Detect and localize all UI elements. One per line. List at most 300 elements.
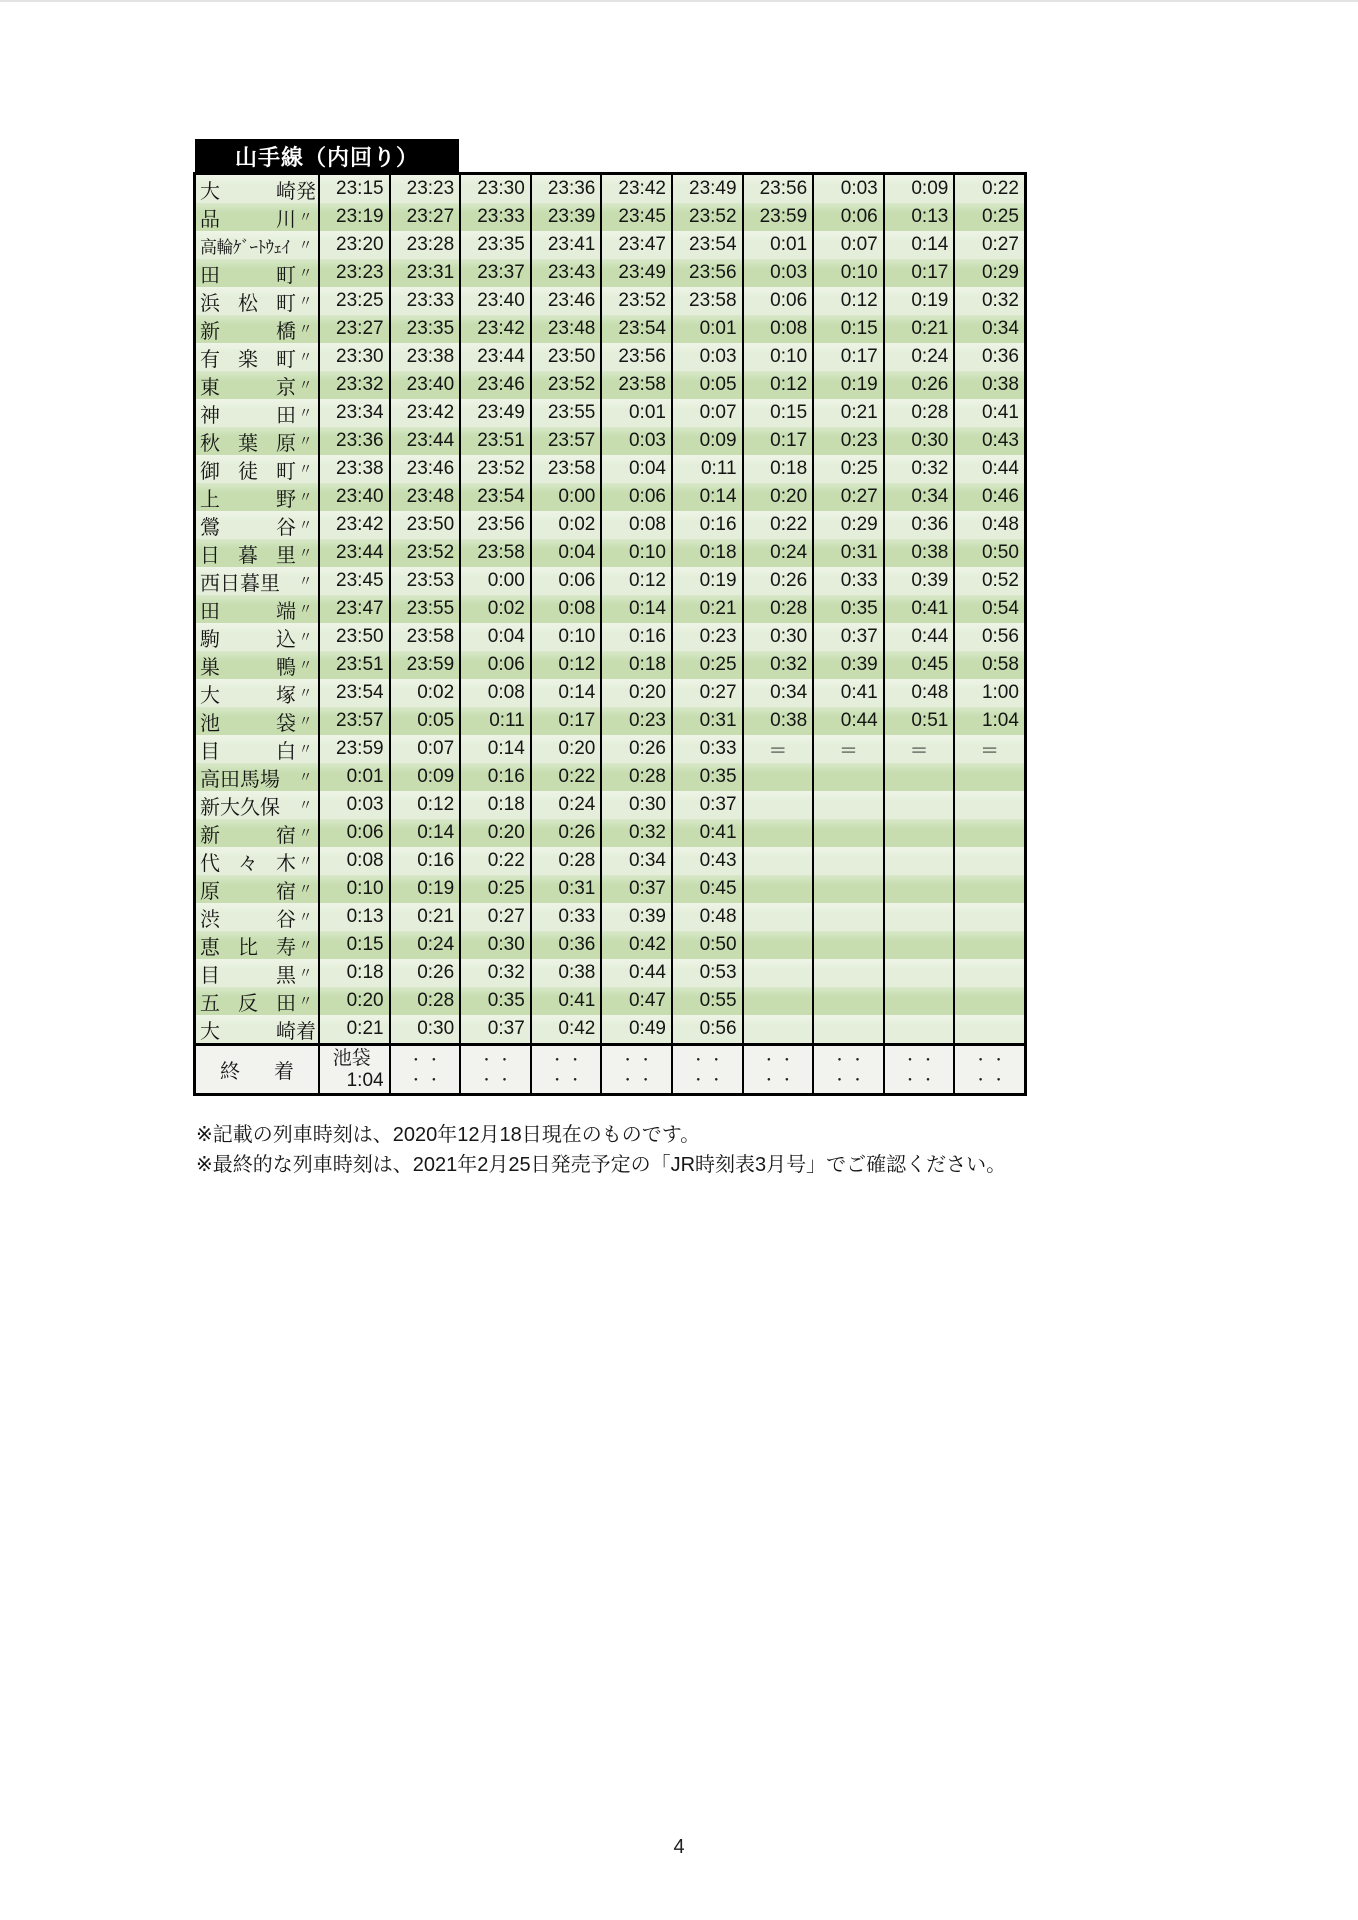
time-cell: 1:00 (953, 679, 1024, 707)
page-top-edge (0, 0, 1358, 2)
time-cell: 23:30 (318, 343, 389, 371)
time-cell: 0:20 (742, 483, 813, 511)
time-cell: 0:17 (530, 707, 601, 735)
time-cell: 0:28 (600, 763, 671, 791)
station-stop-mark: 〃 (298, 405, 313, 421)
time-cell (953, 847, 1024, 875)
time-cell: 0:46 (953, 483, 1024, 511)
time-cell: 0:01 (318, 763, 389, 791)
station-name: 田 端 (200, 600, 296, 623)
time-cell (742, 819, 813, 847)
station-cell (196, 707, 318, 735)
time-cell: 23:56 (671, 259, 742, 287)
time-cell: 23:51 (318, 651, 389, 679)
timetable-title-bar (195, 139, 459, 173)
time-cell: 0:34 (883, 483, 954, 511)
time-cell: 0:25 (812, 455, 883, 483)
time-cell: 0:09 (389, 763, 460, 791)
time-cell: 0:23 (600, 707, 671, 735)
time-cell: 0:36 (883, 511, 954, 539)
station-name: 渋 谷 (200, 908, 296, 931)
time-cell: 23:43 (530, 259, 601, 287)
time-cell: 0:38 (883, 539, 954, 567)
station-cell (196, 763, 318, 791)
time-cell (883, 763, 954, 791)
time-cell: 0:04 (600, 455, 671, 483)
time-cell: 0:52 (953, 567, 1024, 595)
terminal-dots-cell: ・・ ・・ (600, 1043, 671, 1093)
terminal-time: 1:04 (346, 1069, 384, 1091)
time-cell (812, 903, 883, 931)
time-cell: 0:16 (459, 763, 530, 791)
time-cell (742, 987, 813, 1015)
time-cell (812, 959, 883, 987)
time-cell (953, 875, 1024, 903)
station-stop-mark: 〃 (298, 209, 313, 225)
time-cell (742, 931, 813, 959)
time-cell: 0:10 (600, 539, 671, 567)
time-cell: 23:57 (530, 427, 601, 455)
time-cell: 0:05 (671, 371, 742, 399)
time-cell: 0:41 (530, 987, 601, 1015)
station-stop-mark: 〃 (298, 545, 313, 561)
time-cell: 0:32 (883, 455, 954, 483)
station-stop-mark: 〃 (298, 797, 313, 813)
terminal-dots-cell: ・・ ・・ (883, 1043, 954, 1093)
time-cell: 0:21 (883, 315, 954, 343)
timetable (196, 175, 1024, 1093)
time-cell: 0:30 (389, 1015, 460, 1043)
station-stop-mark: 〃 (298, 909, 313, 925)
time-cell: 0:04 (530, 539, 601, 567)
time-cell: 0:54 (953, 595, 1024, 623)
time-cell: 0:56 (953, 623, 1024, 651)
time-cell: 0:22 (953, 175, 1024, 203)
time-cell (883, 791, 954, 819)
time-cell: 0:20 (318, 987, 389, 1015)
time-cell: 0:07 (671, 399, 742, 427)
time-cell (812, 819, 883, 847)
terminal-dots-cell: ・・ ・・ (953, 1043, 1024, 1093)
time-cell: 0:19 (812, 371, 883, 399)
time-cell: 0:03 (600, 427, 671, 455)
time-cell: 0:48 (883, 679, 954, 707)
time-cell: 23:38 (389, 343, 460, 371)
time-cell: 0:18 (318, 959, 389, 987)
terminal-dots-cell: ・・ ・・ (671, 1043, 742, 1093)
time-cell: 23:42 (389, 399, 460, 427)
station-cell (196, 231, 318, 259)
time-cell: 0:33 (812, 567, 883, 595)
time-cell (883, 875, 954, 903)
time-cell: 0:41 (953, 399, 1024, 427)
time-cell: 0:26 (389, 959, 460, 987)
time-cell: 0:37 (600, 875, 671, 903)
time-cell (742, 847, 813, 875)
time-cell: 0:37 (671, 791, 742, 819)
time-cell: 0:24 (883, 343, 954, 371)
time-cell: 0:17 (812, 343, 883, 371)
time-cell: 0:24 (389, 931, 460, 959)
time-cell: 0:24 (742, 539, 813, 567)
time-cell: 0:35 (812, 595, 883, 623)
time-cell: ＝ (812, 735, 883, 763)
time-cell: 0:05 (389, 707, 460, 735)
time-cell: 0:32 (459, 959, 530, 987)
time-cell: 0:26 (530, 819, 601, 847)
time-cell: 23:15 (318, 175, 389, 203)
station-name: 原 宿 (200, 880, 296, 903)
time-cell: 0:44 (953, 455, 1024, 483)
time-cell: 23:25 (318, 287, 389, 315)
time-cell (953, 819, 1024, 847)
time-cell: 0:27 (812, 483, 883, 511)
station-name: 新 橋 (200, 320, 296, 343)
station-name: 有 楽 町 (200, 348, 296, 371)
time-cell: 0:18 (459, 791, 530, 819)
time-cell: 23:49 (600, 259, 671, 287)
time-cell: 23:45 (600, 203, 671, 231)
time-cell: 0:14 (389, 819, 460, 847)
time-cell: 1:04 (953, 707, 1024, 735)
time-cell: 0:03 (742, 259, 813, 287)
time-cell: 0:10 (318, 875, 389, 903)
time-cell: 0:02 (459, 595, 530, 623)
time-cell: 23:27 (389, 203, 460, 231)
time-cell: 0:39 (600, 903, 671, 931)
time-cell: 23:40 (318, 483, 389, 511)
station-name: 大 崎 (200, 1020, 296, 1043)
time-cell: 23:52 (530, 371, 601, 399)
station-cell (196, 287, 318, 315)
time-cell: 0:20 (459, 819, 530, 847)
time-cell: 23:54 (671, 231, 742, 259)
time-cell: 0:41 (671, 819, 742, 847)
time-cell (812, 763, 883, 791)
station-name: 西日暮里 (200, 572, 280, 595)
station-cell (196, 567, 318, 595)
time-cell: 23:47 (600, 231, 671, 259)
station-cell (196, 175, 318, 203)
time-cell: 23:48 (389, 483, 460, 511)
time-cell: 0:42 (530, 1015, 601, 1043)
station-name: 恵 比 寿 (200, 936, 296, 959)
station-cell (196, 931, 318, 959)
time-cell: 0:12 (742, 371, 813, 399)
time-cell (953, 931, 1024, 959)
time-cell: 0:08 (530, 595, 601, 623)
station-cell (196, 875, 318, 903)
time-cell: 23:39 (530, 203, 601, 231)
station-cell (196, 1015, 318, 1043)
time-cell: 0:06 (812, 203, 883, 231)
time-cell: 23:44 (318, 539, 389, 567)
time-cell: 0:09 (883, 175, 954, 203)
time-cell: 23:46 (459, 371, 530, 399)
time-cell: 23:58 (530, 455, 601, 483)
station-stop-mark: 〃 (298, 993, 313, 1009)
time-cell: 23:58 (459, 539, 530, 567)
time-cell: 0:21 (671, 595, 742, 623)
station-name: 目 白 (200, 740, 296, 763)
time-cell: 0:08 (600, 511, 671, 539)
time-cell: 0:45 (883, 651, 954, 679)
time-cell: 0:19 (883, 287, 954, 315)
station-cell (196, 483, 318, 511)
time-cell: 23:38 (318, 455, 389, 483)
time-cell: 0:12 (812, 287, 883, 315)
time-cell (883, 847, 954, 875)
time-cell: ＝ (742, 735, 813, 763)
time-cell: 0:00 (459, 567, 530, 595)
time-cell: 0:29 (953, 259, 1024, 287)
time-cell: 0:32 (742, 651, 813, 679)
time-cell: 0:18 (600, 651, 671, 679)
terminal-dots-cell: ・・ ・・ (459, 1043, 530, 1093)
time-cell: 23:46 (530, 287, 601, 315)
station-stop-mark: 〃 (298, 853, 313, 869)
time-cell: 0:00 (530, 483, 601, 511)
time-cell (953, 959, 1024, 987)
time-cell: 0:07 (389, 735, 460, 763)
time-cell: 0:13 (318, 903, 389, 931)
time-cell: 0:36 (953, 343, 1024, 371)
time-cell: ＝ (953, 735, 1024, 763)
time-cell: 0:39 (883, 567, 954, 595)
time-cell: 0:15 (318, 931, 389, 959)
time-cell: 0:15 (812, 315, 883, 343)
time-cell: 0:16 (671, 511, 742, 539)
time-cell: 0:17 (883, 259, 954, 287)
time-cell: 23:57 (318, 707, 389, 735)
station-name: 高田馬場 (200, 768, 280, 791)
station-name: 御 徒 町 (200, 460, 296, 483)
station-cell (196, 203, 318, 231)
station-stop-mark: 〃 (298, 517, 313, 533)
time-cell: 23:33 (459, 203, 530, 231)
station-cell (196, 371, 318, 399)
time-cell: 0:30 (459, 931, 530, 959)
time-cell: 0:26 (883, 371, 954, 399)
time-cell: 0:01 (600, 399, 671, 427)
time-cell: 0:48 (953, 511, 1024, 539)
time-cell (742, 763, 813, 791)
time-cell: 23:35 (459, 231, 530, 259)
station-name: 浜 松 町 (200, 292, 296, 315)
time-cell: 23:30 (459, 175, 530, 203)
time-cell (953, 1015, 1024, 1043)
station-stop-mark: 〃 (298, 601, 313, 617)
time-cell: 23:31 (389, 259, 460, 287)
time-cell: 23:50 (389, 511, 460, 539)
station-name: 秋 葉 原 (200, 432, 296, 455)
time-cell: 23:50 (318, 623, 389, 651)
time-cell: 23:56 (600, 343, 671, 371)
terminal-station: 池袋 (332, 1047, 371, 1069)
time-cell: 23:56 (742, 175, 813, 203)
timetable-title: 山手線（内回り） (234, 144, 419, 170)
time-cell: 23:19 (318, 203, 389, 231)
station-stop-mark: 〃 (298, 881, 313, 897)
time-cell: 0:39 (812, 651, 883, 679)
time-cell: 0:34 (742, 679, 813, 707)
time-cell: 23:49 (671, 175, 742, 203)
station-cell (196, 511, 318, 539)
station-stop-mark: 〃 (298, 293, 313, 309)
footnote-line: ※最終的な列車時刻は、2021年2月25日発売予定の「JR時刻表3月号」でご確認ください。 (196, 1154, 1007, 1176)
time-cell: 23:42 (459, 315, 530, 343)
time-cell: 0:35 (671, 763, 742, 791)
terminal-dots-cell: ・・ ・・ (812, 1043, 883, 1093)
time-cell (742, 1015, 813, 1043)
time-cell: 23:33 (389, 287, 460, 315)
station-stop-mark: 〃 (298, 461, 313, 477)
time-cell: 0:26 (742, 567, 813, 595)
time-cell: 23:50 (530, 343, 601, 371)
time-cell: 0:11 (671, 455, 742, 483)
time-cell: 0:09 (671, 427, 742, 455)
time-cell: 23:34 (318, 399, 389, 427)
time-cell (812, 1015, 883, 1043)
station-stop-mark: 〃 (298, 433, 313, 449)
time-cell: 0:06 (600, 483, 671, 511)
time-cell (812, 931, 883, 959)
time-cell: 0:07 (812, 231, 883, 259)
time-cell (883, 959, 954, 987)
station-stop-mark: 発 (296, 180, 316, 203)
time-cell: 0:16 (600, 623, 671, 651)
time-cell: 0:44 (600, 959, 671, 987)
station-cell (196, 791, 318, 819)
time-cell: 0:20 (600, 679, 671, 707)
time-cell: 0:10 (530, 623, 601, 651)
time-cell (742, 791, 813, 819)
time-cell (742, 875, 813, 903)
time-cell: 0:28 (742, 595, 813, 623)
station-name: 新 宿 (200, 824, 296, 847)
time-cell: 0:02 (530, 511, 601, 539)
time-cell: 0:14 (671, 483, 742, 511)
time-cell: 23:59 (742, 203, 813, 231)
time-cell: 0:30 (742, 623, 813, 651)
time-cell: 0:22 (530, 763, 601, 791)
time-cell: 0:30 (600, 791, 671, 819)
time-cell (812, 875, 883, 903)
station-name: 大 崎 (200, 180, 296, 203)
time-cell: 0:27 (953, 231, 1024, 259)
time-cell: 0:14 (459, 735, 530, 763)
time-cell: 0:50 (953, 539, 1024, 567)
time-cell: 23:54 (600, 315, 671, 343)
time-cell: 23:20 (318, 231, 389, 259)
time-cell: 23:47 (318, 595, 389, 623)
station-name: 新大久保 (200, 796, 280, 819)
time-cell: 23:42 (600, 175, 671, 203)
time-cell: 0:27 (459, 903, 530, 931)
station-stop-mark: 〃 (298, 265, 313, 281)
time-cell: 23:36 (318, 427, 389, 455)
time-cell: 23:59 (318, 735, 389, 763)
time-cell: 0:31 (812, 539, 883, 567)
time-cell: 0:37 (459, 1015, 530, 1043)
terminal-dots-cell: ・・ ・・ (389, 1043, 460, 1093)
time-cell: 0:31 (530, 875, 601, 903)
station-name: 日 暮 里 (200, 544, 296, 567)
time-cell: 0:33 (671, 735, 742, 763)
time-cell: 0:22 (459, 847, 530, 875)
station-name: 五 反 田 (200, 992, 296, 1015)
time-cell: 23:48 (530, 315, 601, 343)
time-cell: ＝ (883, 735, 954, 763)
time-cell: 0:44 (812, 707, 883, 735)
time-cell: 0:28 (530, 847, 601, 875)
time-cell: 23:59 (389, 651, 460, 679)
time-cell: 0:25 (459, 875, 530, 903)
time-cell: 0:21 (812, 399, 883, 427)
time-cell: 23:42 (318, 511, 389, 539)
time-cell (742, 959, 813, 987)
time-cell: 0:06 (530, 567, 601, 595)
time-cell (812, 987, 883, 1015)
time-cell: 0:34 (953, 315, 1024, 343)
time-cell: 23:23 (389, 175, 460, 203)
time-cell: 0:32 (600, 819, 671, 847)
time-cell: 23:40 (459, 287, 530, 315)
time-cell: 0:02 (389, 679, 460, 707)
terminal-first-cell (318, 1043, 389, 1093)
time-cell: 0:10 (812, 259, 883, 287)
time-cell: 0:41 (812, 679, 883, 707)
time-cell: 0:41 (883, 595, 954, 623)
time-cell: 0:21 (389, 903, 460, 931)
station-stop-mark: 〃 (298, 237, 313, 253)
time-cell: 0:10 (742, 343, 813, 371)
time-cell: 0:23 (671, 623, 742, 651)
time-cell: 0:33 (530, 903, 601, 931)
station-name: 池 袋 (200, 712, 296, 735)
station-stop-mark: 〃 (298, 937, 313, 953)
time-cell (883, 819, 954, 847)
time-cell: 0:15 (742, 399, 813, 427)
time-cell: 0:17 (742, 427, 813, 455)
station-stop-mark: 〃 (298, 769, 313, 785)
time-cell: 0:48 (671, 903, 742, 931)
station-cell (196, 903, 318, 931)
time-cell: 23:28 (389, 231, 460, 259)
time-cell: 23:52 (389, 539, 460, 567)
time-cell: 0:35 (459, 987, 530, 1015)
station-name: 品 川 (200, 208, 296, 231)
time-cell (883, 1015, 954, 1043)
time-cell: 23:58 (671, 287, 742, 315)
station-cell (196, 455, 318, 483)
time-cell (742, 903, 813, 931)
time-cell: 23:35 (389, 315, 460, 343)
time-cell (883, 987, 954, 1015)
time-cell: 0:11 (459, 707, 530, 735)
time-cell: 23:58 (389, 623, 460, 651)
station-cell (196, 651, 318, 679)
station-stop-mark: 〃 (298, 349, 313, 365)
time-cell: 23:58 (600, 371, 671, 399)
time-cell: 0:24 (530, 791, 601, 819)
station-cell (196, 315, 318, 343)
time-cell: 0:08 (318, 847, 389, 875)
time-cell: 0:56 (671, 1015, 742, 1043)
footnote-line: ※記載の列車時刻は、2020年12月18日現在のものです。 (196, 1124, 701, 1146)
time-cell: 0:43 (671, 847, 742, 875)
timetable-wrapper (193, 172, 1027, 1096)
